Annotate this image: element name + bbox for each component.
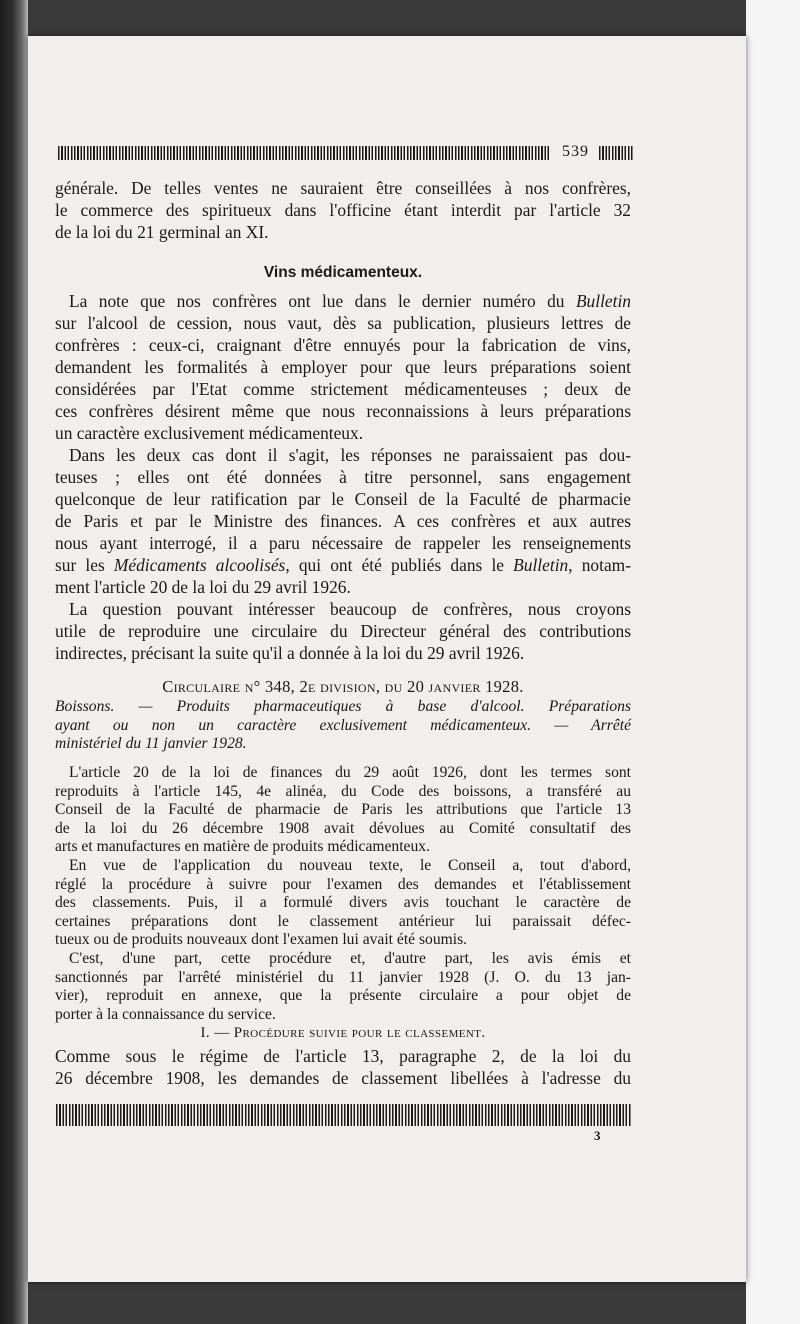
circular-subject — [55, 698, 631, 754]
text-line: 26 décembre 1908, les demandes de classement libellées à l'adresse du — [55, 1068, 631, 1088]
text-line: ministériel du 11 janvier 1928. — [55, 735, 247, 753]
text-segment: , qui ont été publiés dans le — [285, 555, 504, 575]
text-line: Comme sous le régime de l'article 13, paragraphe 2, de la loi du — [55, 1046, 631, 1066]
text-line: Dans les deux cas dont il s'agit, les réponses ne paraissaient pas dou- — [69, 445, 631, 465]
text-segment: , notam- — [568, 555, 631, 575]
bulletin-title: Bulletin — [513, 555, 569, 575]
circular-title: Circulaire n° 348, 2e division, du 20 janvier 1928. — [162, 677, 524, 696]
text-line: considérées par l'Etat comme strictement médicamenteuses ; deux de — [55, 379, 631, 399]
text-segment: La note que nos confrères ont lue dans le dernier numéro du — [69, 291, 565, 311]
text-line: arts et manufactures en matière de produits médicamenteux. — [55, 838, 430, 856]
text-line: reproduits à l'article 145, 4e alinéa, du Code des boissons, a transféré au — [55, 782, 631, 800]
scan-margin — [746, 0, 800, 1324]
text-line: En vue de l'application du nouveau texte, le Conseil a, tout d'abord, — [69, 857, 631, 874]
text-line: tueux ou de produits nouveaux dont l'examen lui avait été soumis. — [55, 931, 468, 949]
circular-paragraph-3 — [55, 950, 631, 1024]
section-heading-block — [55, 258, 631, 288]
text-line: réglé la procédure à suivre pour l'examen des demandes et l'établissement — [55, 875, 631, 893]
text-line: indirectes, précisant la suite qu'il a donnée à la loi du 29 avril 1926. — [55, 643, 525, 663]
text-line: demandent les formalités à employer pour que leurs préparations soient — [55, 357, 631, 377]
text-line: ayant ou non un caractère exclusivement médicamenteux. — Arrêté — [55, 716, 631, 734]
text-line — [55, 698, 631, 717]
circular-paragraph-1 — [55, 764, 631, 857]
text-line: utile de reproduire une circulaire du Directeur général des contributions — [55, 621, 631, 641]
text-line: de la loi du 26 décembre 1908 avait dévolues au Comité consultatif des — [55, 819, 631, 837]
medicaments-title: Médicaments alcoolisés — [113, 555, 286, 575]
text-line — [55, 554, 631, 576]
text-line: C'est, d'une part, cette procédure et, d'autre part, les avis émis et — [69, 950, 631, 967]
text-line: vier), reproduit en annexe, que la présente circulaire a pour objet de — [55, 987, 631, 1005]
page-number: 539 — [562, 143, 589, 160]
section-heading: Vins médicamenteux. — [263, 264, 423, 281]
text-line: porter à la connaissance du service. — [55, 1005, 276, 1023]
procedure-paragraph — [55, 1045, 631, 1089]
text-line: Conseil de la Faculté de pharmacie de Paris les attributions que l'article 13 — [55, 801, 631, 819]
text-line: ment l'article 20 de la loi du 29 avril 1926. — [55, 577, 351, 597]
text-line: La question pouvant intéresser beaucoup de confrères, nous croyons — [69, 599, 631, 619]
text-line — [55, 290, 631, 312]
text-line: le commerce des spiritueux dans l'officine étant interdit par l'article 32 — [55, 200, 631, 220]
text-segment: sur les — [55, 555, 105, 575]
text-line: confrères : ceux-ci, craignant d'être ennuyés pour la fabrication de vins, — [55, 335, 631, 355]
text-line: des classements. Puis, il a formulé divers avis touchant le caractère de — [55, 894, 631, 912]
text-line: L'article 20 de la loi de finances du 29 août 1926, dont les termes sont — [69, 764, 631, 781]
text-line: de la loi du 21 germinal an XI. — [55, 222, 269, 242]
scan-binding-shadow — [0, 0, 28, 1324]
text-line: sanctionnés par l'arrêté ministériel du 11 janvier 1928 (J. O. du 13 jan- — [55, 968, 631, 986]
procedure-title: I. — Procédure suivie pour le classement. — [200, 1025, 486, 1041]
text-line: nous ayant interrogé, il a paru nécessaire de rappeler les renseignements — [55, 533, 631, 553]
intro-paragraph — [55, 177, 631, 243]
footer-rule-ornament — [56, 1104, 632, 1126]
text-line: générale. De telles ventes ne sauraient être conseillées à nos confrères, — [55, 178, 631, 198]
text-line: de Paris et par le Ministre des finances. A ces confrères et aux autres — [55, 511, 631, 531]
header-rule-ornament-right — [599, 146, 633, 160]
circular-paragraph-2 — [55, 857, 631, 950]
bulletin-title: Bulletin — [575, 291, 631, 311]
text-segment: — Produits pharmaceutiques à base d'alcool. Préparations — [114, 698, 631, 715]
procedure-title-block — [55, 1020, 631, 1046]
header-rule-ornament — [58, 146, 550, 160]
signature-number: 3 — [594, 1128, 601, 1143]
text-line: certaines préparations dont le classement antérieur lui paraissait défec- — [55, 912, 631, 930]
text-line: quelconque de leur ratification par le Conseil de la Faculté de pharmacie — [55, 489, 631, 509]
circular-title-block — [55, 674, 631, 700]
paragraph-1 — [55, 290, 631, 444]
text-line: teuses ; elles ont été données à titre personnel, sans engagement — [55, 467, 631, 487]
text-segment: Boissons. — [55, 698, 115, 715]
text-line: un caractère exclusivement médicamenteux. — [55, 423, 364, 443]
paragraph-3 — [55, 598, 631, 664]
text-line: sur l'alcool de cession, nous vaut, dès sa publication, plusieurs lettres de — [55, 313, 631, 333]
text-line: ces confrères désirent même que nous reconnaissions à leurs préparations — [55, 401, 631, 421]
paragraph-2 — [55, 444, 631, 598]
